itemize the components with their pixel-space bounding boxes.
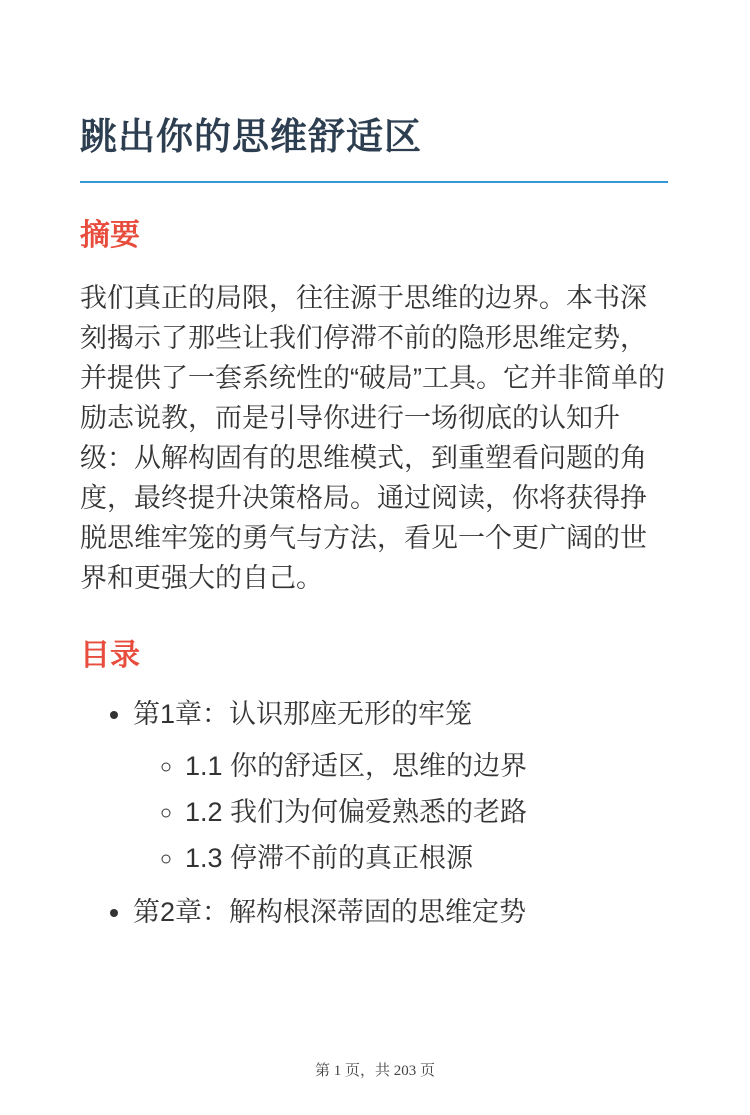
toc-chapter-label: 第2章：解构根深蒂固的思维定势: [133, 897, 527, 927]
page-footer: 第 1 页，共 203 页: [314, 1063, 435, 1079]
summary-heading: 摘要: [80, 219, 140, 252]
toc-heading: 目录: [80, 639, 140, 672]
page-title: 跳出你的思维舒适区: [80, 116, 422, 157]
toc-chapter-label: 第1章：认识那座无形的牢笼: [133, 699, 473, 729]
toc-chapter-item: [133, 696, 668, 876]
toc-sublist: [133, 748, 668, 876]
document-page: [0, 115, 750, 930]
summary-paragraph: 我们真正的局限，往往源于思维的边界。本书深刻揭示了那些让我们停滞不前的隐形思维定势，并提供了一套系统性的“破局”工具。它并非简单的励志说教，而是引导你进行一场彻底的认知升级：从解构固有的思维模式，到重塑看问题的角度，最终提升决策格局。通过阅读，你将获得挣脱思维牢笼的勇气与方法，看见一个更广阔的世界和更强大的自己。: [80, 283, 665, 593]
toc-section-item: ◦ 1.2 我们为何偏爱熟悉的老路: [185, 794, 668, 830]
toc-list: [80, 696, 668, 930]
toc-chapter-item: [133, 894, 668, 930]
toc-section-item: ◦ 1.3 停滞不前的真正根源: [185, 840, 668, 876]
title-divider: [80, 181, 668, 183]
toc-section-item: ◦ 1.1 你的舒适区，思维的边界: [185, 748, 668, 784]
